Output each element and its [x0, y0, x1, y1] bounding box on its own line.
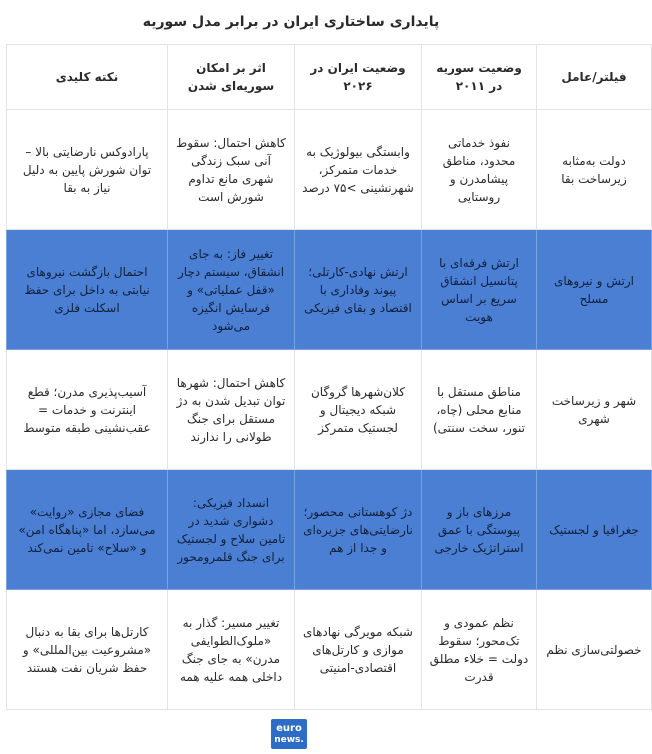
table-row [7, 470, 652, 590]
cell-iran: ارتش نهادی-کارتلی؛ پیوند وفاداری با اقتصاد و بقای فیزیکی [295, 230, 422, 350]
cell-factor: دولت به‌مثابه زیرساخت بقا [537, 110, 652, 230]
cell-note: فضای مجازی «روایت» می‌سازد، اما «پناهگاه امن» و «سلاح» تامین نمی‌کند [7, 470, 168, 590]
cell-syria: مناطق مستقل با منابع محلی (چاه، تنور، سخت سنتی) [422, 350, 537, 470]
cell-iran: دژ کوهستانی محصور؛ نارضایتی‌های جزیره‌ای و جدا از هم [295, 470, 422, 590]
table-row [7, 590, 652, 710]
cell-syria: نفوذ خدماتی محدود، مناطق پیشامدرن و روستایی [422, 110, 537, 230]
cell-factor: ارتش و نیروهای مسلح [537, 230, 652, 350]
logo-text-line1: euro [276, 722, 302, 734]
cell-effect: تغییر مسیر: گذار به «ملوک‌الطوایفی مدرن» به جای جنگ داخلی همه علیه همه [168, 590, 295, 710]
table-header-row [7, 45, 652, 110]
table-row [7, 350, 652, 470]
cell-note: احتمال بازگشت نیروهای نیابتی به داخل برای حفظ اسکلت فلزی [7, 230, 168, 350]
cell-iran: وابستگی بیولوژیک به خدمات متمرکز، شهرنشینی >۷۵ درصد [295, 110, 422, 230]
page-title: پایداری ساختاری ایران در برابر مدل سوریه [142, 14, 440, 30]
cell-factor: خصولتی‌سازی نظم [537, 590, 652, 710]
cell-note: آسیب‌پذیری مدرن؛ قطع اینترنت و خدمات = عقب‌نشینی طبقه متوسط [7, 350, 168, 470]
table-row [7, 230, 652, 350]
cell-effect: تغییر فاز: به جای انشقاق، سیستم دچار «قفل عملیاتی» و فرسایش انگیزه می‌شود [168, 230, 295, 350]
column-header-effect: اثر بر امکان سوریه‌ای شدن [168, 45, 295, 110]
euronews-logo [271, 719, 307, 749]
cell-syria: مرزهای باز و پیوستگی با عمق استراتژیک خارجی [422, 470, 537, 590]
logo-text-line2: news. [274, 734, 304, 745]
cell-effect: کاهش احتمال: سقوط آنی سبک زندگی شهری مانع تداوم شورش است [168, 110, 295, 230]
cell-factor: جغرافیا و لجستیک [537, 470, 652, 590]
comparison-table [6, 44, 652, 710]
cell-iran: کلان‌شهرها گروگان شبکه دیجیتال و لجستیک متمرکز [295, 350, 422, 470]
column-header-key-note: نکته کلیدی [7, 45, 168, 110]
cell-effect: انسداد فیزیکی: دشواری شدید در تامین سلاح و لجستیک برای جنگ قلمرومحور [168, 470, 295, 590]
column-header-syria-2011: وضعیت سوریه در ۲۰۱۱ [422, 45, 537, 110]
column-header-factor: فیلتر/عامل [537, 45, 652, 110]
table-row [7, 110, 652, 230]
cell-factor: شهر و زیرساخت شهری [537, 350, 652, 470]
cell-note: کارتل‌ها برای بقا به دنبال «مشروعیت بین‌المللی» و حفظ شریان نفت هستند [7, 590, 168, 710]
cell-syria: نظم عمودی و تک‌محور؛ سقوط دولت = خلاء مطلق قدرت [422, 590, 537, 710]
cell-iran: شبکه مویرگی نهادهای موازی و کارتل‌های اقتصادی-امنیتی [295, 590, 422, 710]
cell-syria: ارتش فرقه‌ای با پتانسیل انشقاق سریع بر اساس هویت [422, 230, 537, 350]
cell-effect: کاهش احتمال: شهرها توان تبدیل شدن به دژ مستقل برای جنگ طولانی را ندارند [168, 350, 295, 470]
column-header-iran-2026: وضعیت ایران در ۲۰۲۶ [295, 45, 422, 110]
cell-note: پارادوکس نارضایتی بالا – توان شورش پایین به دلیل نیاز به بقا [7, 110, 168, 230]
